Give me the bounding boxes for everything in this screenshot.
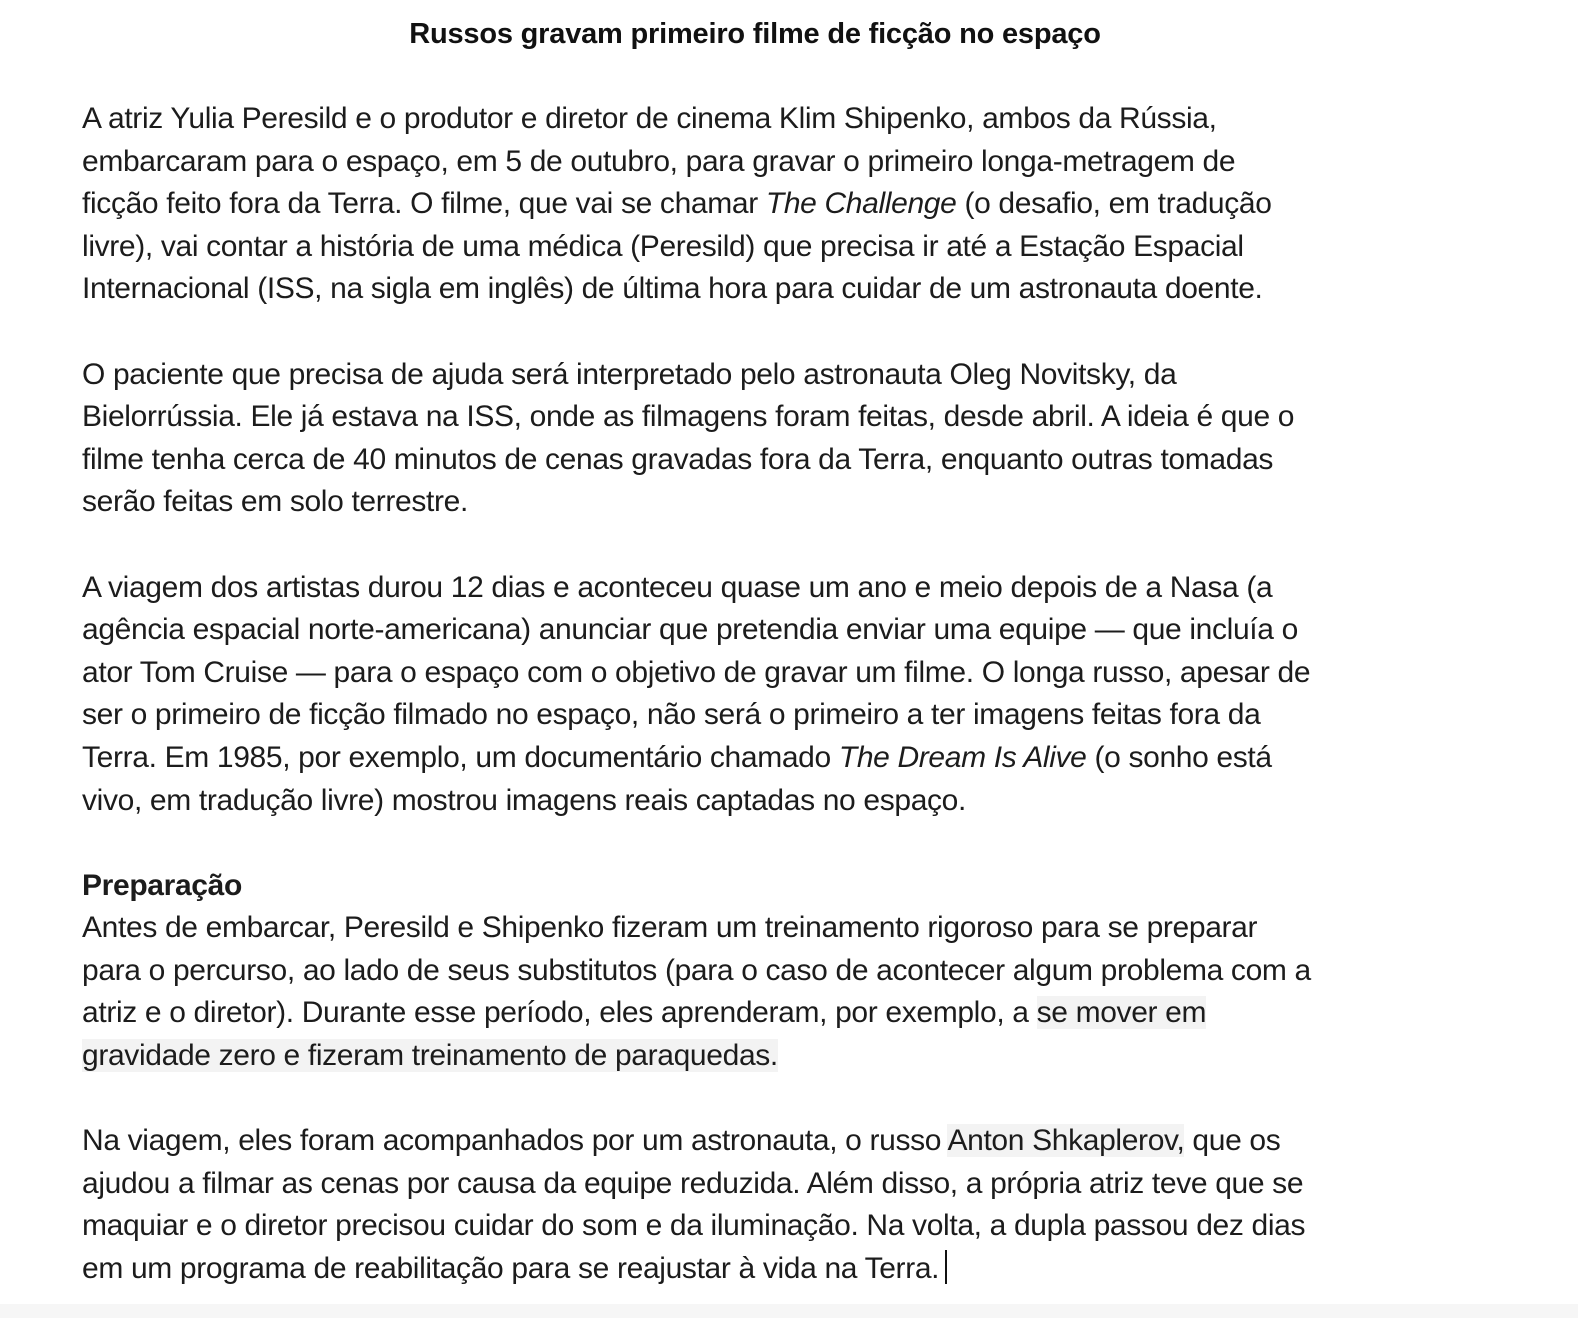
highlighted-text: gravidade zero e fizeram treinamento de paraquedas. (82, 1039, 778, 1073)
text-line: Internacional (ISS, na sigla em inglês) de última hora para cuidar de um astronauta doente. (82, 272, 1263, 306)
paragraph-gap (82, 1078, 1502, 1121)
text-line (82, 1120, 1502, 1163)
paragraph-journey (82, 567, 1502, 823)
text-line: livre), vai contar a história de uma médica (Peresild) que precisa ir até a Estação Espacial (82, 229, 1244, 263)
text-line (82, 992, 1502, 1035)
text-line: vivo, em tradução livre) mostrou imagens reais captadas no espaço. (82, 783, 967, 817)
highlighted-text: Anton Shkaplerov, (947, 1124, 1185, 1158)
text-span: que os (1184, 1124, 1281, 1158)
paragraph-preparation (82, 907, 1502, 1077)
text-span: (o desafio, em tradução (956, 187, 1272, 221)
text-line: O paciente que precisa de ajuda será interpretado pelo astronauta Oleg Novitsky, da (82, 357, 1177, 391)
text-cursor[interactable] (945, 1250, 947, 1284)
text-line: embarcaram para o espaço, em 5 de outubro, para gravar o primeiro longa-metragem de (82, 144, 1236, 178)
page-bottom-edge (0, 1304, 1578, 1318)
paragraph-gap (82, 524, 1502, 567)
highlighted-text: se mover em (1036, 996, 1207, 1030)
paragraph-patient (82, 354, 1502, 524)
text-line: maquiar e o diretor precisou cuidar do som e da iluminação. Na volta, a dupla passou dez dias (82, 1209, 1306, 1243)
text-span: Na viagem, eles foram acompanhados por um astronauta, o russo (82, 1124, 948, 1158)
text-span: (o sonho está (1086, 740, 1272, 774)
text-line: agência espacial norte-americana) anunciar que pretendia enviar uma equipe — que incluía o (82, 613, 1298, 647)
text-span: ficção feito fora da Terra. O filme, que vai se chamar (82, 187, 766, 221)
text-line (82, 1248, 1502, 1291)
text-line: para o percurso, ao lado de seus substitutos (para o caso de acontecer algum problema com a (82, 953, 1311, 987)
paragraph-trip (82, 1120, 1502, 1290)
text-line (82, 1035, 1502, 1078)
text-line: A viagem dos artistas durou 12 dias e aconteceu quase um ano e meio depois de a Nasa (a (82, 570, 1273, 604)
text-line: serão feitas em solo terrestre. (82, 485, 468, 519)
documentary-title-italic: The Dream Is Alive (838, 740, 1087, 774)
text-span: Terra. Em 1985, por exemplo, um documentário chamado (82, 740, 839, 774)
film-title-italic: The Challenge (765, 187, 957, 221)
text-span: atriz e o diretor). Durante esse período, eles aprenderam, por exemplo, a (82, 996, 1037, 1030)
paragraph-gap (82, 822, 1502, 865)
paragraph-intro (82, 98, 1502, 311)
paragraph-gap (82, 311, 1502, 354)
text-line (82, 183, 1502, 226)
document-body[interactable] (82, 98, 1502, 1291)
text-line: A atriz Yulia Peresild e o produtor e diretor de cinema Klim Shipenko, ambos da Rússia, (82, 102, 1217, 135)
text-line: Bielorrússia. Ele já estava na ISS, onde as filmagens foram feitas, desde abril. A ideia é que o (82, 400, 1295, 434)
text-span: em um programa de reabilitação para se reajustar à vida na Terra. (82, 1252, 940, 1286)
text-line: ser o primeiro de ficção filmado no espaço, não será o primeiro a ter imagens feitas fora da (82, 698, 1261, 732)
text-line (82, 737, 1502, 780)
document-title: Russos gravam primeiro filme de ficção no espaço (409, 18, 1101, 50)
text-line: ator Tom Cruise — para o espaço com o objetivo de gravar um filme. O longa russo, apesar de (82, 655, 1311, 689)
text-line: filme tenha cerca de 40 minutos de cenas gravadas fora da Terra, enquanto outras tomadas (82, 442, 1274, 476)
text-line: Antes de embarcar, Peresild e Shipenko fizeram um treinamento rigoroso para se preparar (82, 911, 1258, 945)
section-heading: Preparação (82, 868, 242, 902)
text-line: ajudou a filmar as cenas por causa da equipe reduzida. Além disso, a própria atriz teve que se (82, 1166, 1304, 1200)
